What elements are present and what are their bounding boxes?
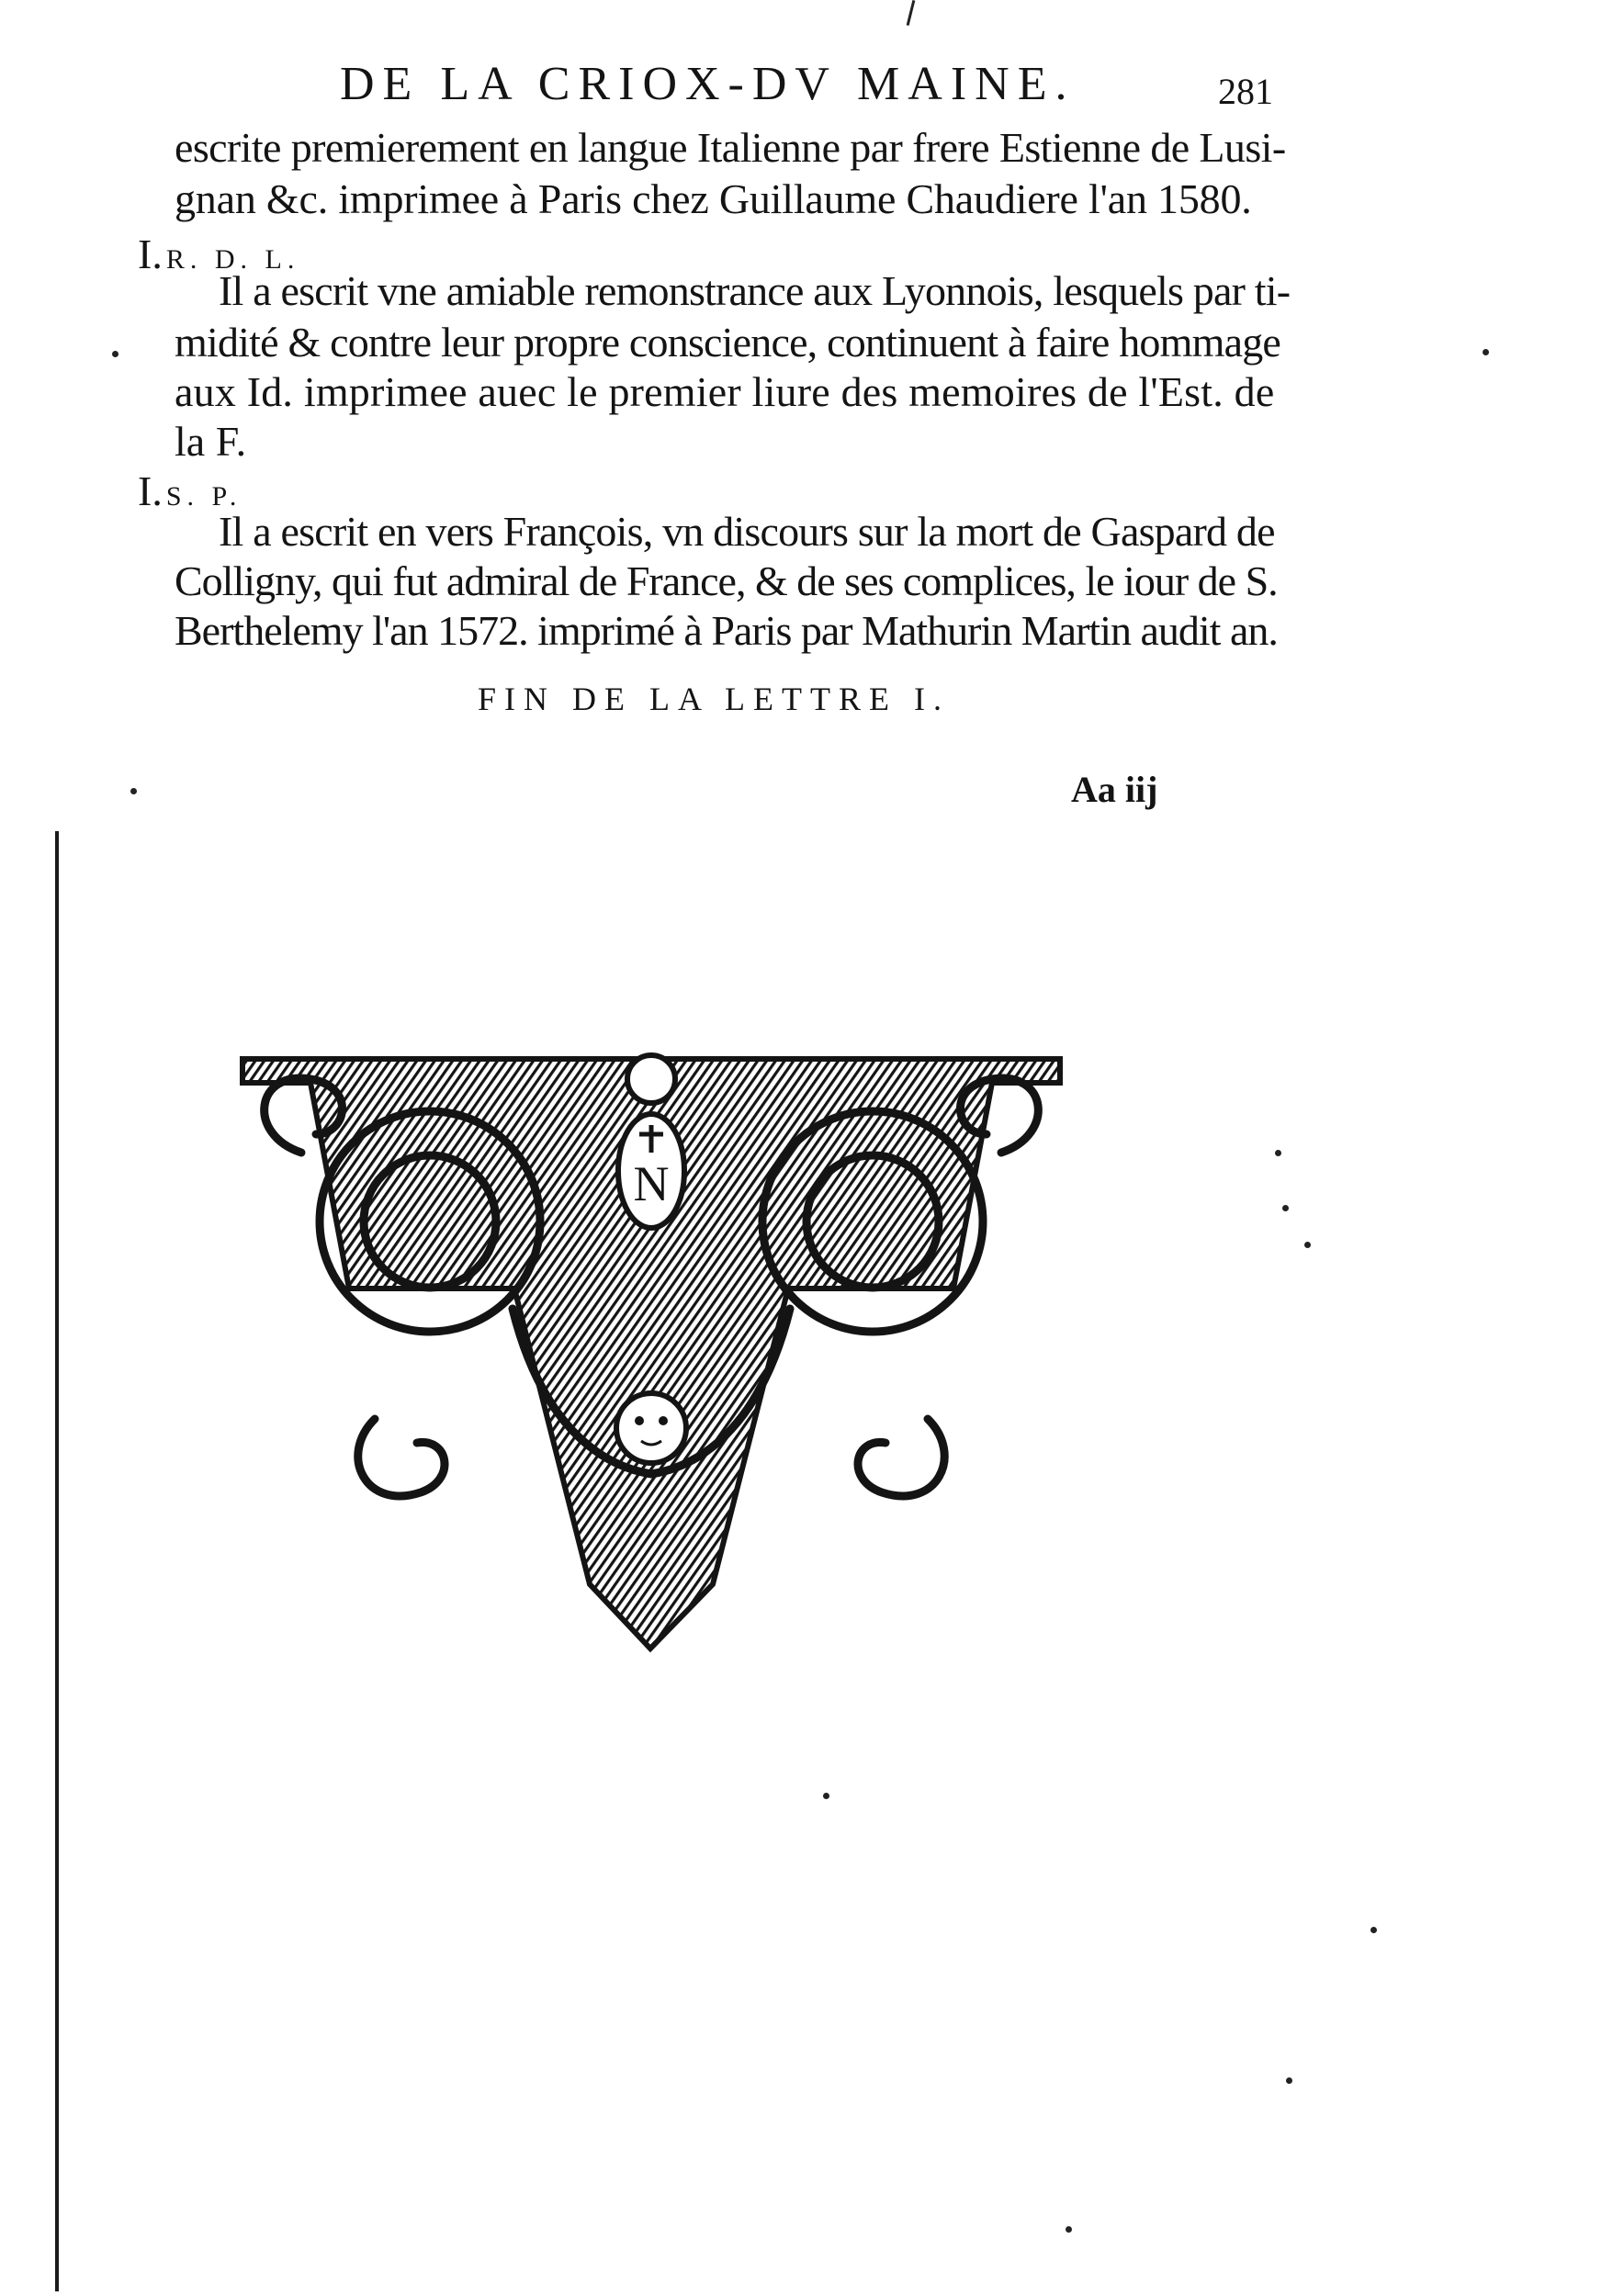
text-line: la F. [175,418,247,465]
ornament-monogram: N [633,1156,670,1211]
running-title: DE LA CRIOX-DV MAINE. [340,58,1076,110]
gutter-edge [55,831,59,2291]
text-line: Berthelemy l'an 1572. imprimé à Paris par Mathurin Martin audit an. [175,607,1278,654]
ink-speck [1304,1242,1311,1248]
closing-line: FIN DE LA LETTRE I. [478,681,950,717]
stray-mark [907,0,916,26]
signature-mark: Aa iij [1071,769,1158,810]
ink-speck [823,1793,829,1799]
text-line: aux Id. imprimee auec le premier liure des memoires de l'Est. de [175,368,1275,415]
text-line: gnan &c. imprimee à Paris chez Guillaume Chaudiere l'an 1580. [175,175,1252,222]
ink-speck [1483,349,1489,355]
ink-speck [1275,1150,1281,1156]
ink-speck [112,351,118,357]
text-line: escrite premierement en langue Italienne par frere Estienne de Lusi- [175,124,1286,171]
ink-speck [130,788,137,794]
page-number: 281 [1218,71,1273,112]
text-line: Il a escrit en vers François, vn discours sur la mort de Gaspard de [219,508,1275,555]
author-initials-rest: S. P. [165,481,242,512]
ink-speck [1282,1205,1289,1211]
text-line: Colligny, qui fut admiral de France, & de ses complices, le iour de S. [175,557,1278,604]
author-initial: I. [138,467,163,514]
author-initials-rest: R. D. L. [165,244,300,275]
ink-speck [1286,2077,1292,2084]
text-line: Il a escrit vne amiable remonstrance aux Lyonnois, lesquels par ti- [219,267,1291,314]
text-line: midité & contre leur propre conscience, continuent à faire hommage [175,319,1281,366]
ink-speck [1370,1927,1377,1933]
woodcut-ornament [237,1033,1066,1658]
ink-speck [1066,2226,1072,2233]
author-initial: I. [138,231,163,277]
